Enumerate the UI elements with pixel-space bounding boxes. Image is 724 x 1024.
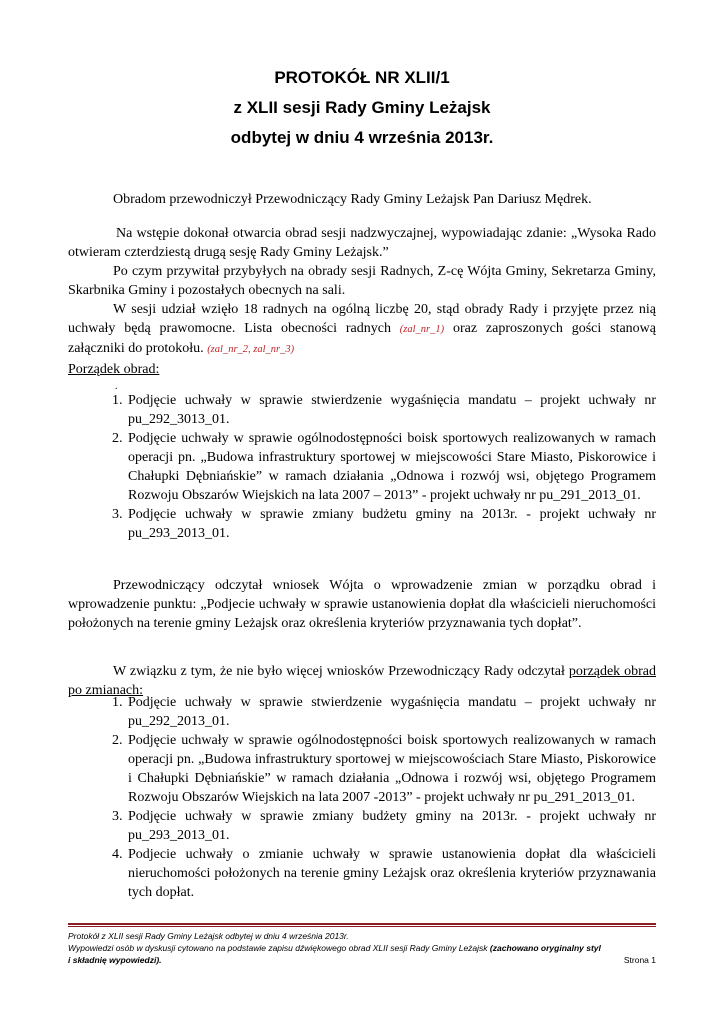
footer-note-bold-2: i składnię wypowiedzi).: [68, 955, 162, 965]
list-item: [68, 505, 656, 543]
session-title: z XLII sesji Rady Gminy Leżajsk: [233, 98, 491, 117]
agenda-heading-wrap: [68, 360, 656, 379]
intro-paragraph-1: Obradom przewodniczył Przewodniczący Rady Gminy Leżajsk Pan Dariusz Mędrek.: [113, 192, 592, 207]
footer-line-1: Protokół z XLII sesji Rady Gminy Leżajsk odbytej w dniu 4 września 2013r.: [68, 931, 349, 941]
intro-paragraph-2: Na wstępie dokonał otwarcia obrad sesji nadzwyczajnej, wypowiadając zdanie: „Wysoka Rado otwieram czterdziestą drugą sesję Rady Gminy Leżajsk.”: [68, 226, 656, 260]
footer-rule: [68, 923, 656, 925]
list-item-number: 3.: [112, 507, 123, 522]
revised-agenda-text: W związku z tym, że nie było więcej wniosków Przewodniczący Rady odczytał: [113, 664, 569, 679]
list-item-text: Podjęcie uchwały w sprawie ogólnodostępności boisk sportowych realizowanych w ramach operacji pn. „Budowa infrastruktury sportowej w miejscowościach Stare Miasto, Piskorowice i Chałupki Dębniańskie” w ramach działania „Odnowa i rozwój wsi, objętego Programem Rozwoju Obszarów Wiejskich na lata 2007 -2013” - projekt uchwały nr pu_291_2013_01.: [128, 733, 656, 805]
list-item-text: Podjęcie uchwały w sprawie ogólnodostępności boisk sportowych realizowanych w ramach operacji pn. „Budowa infrastruktury sportowej w miejscowości Stare Miasto, Piskorowice i Chałupki Dębniańskie” w ramach działania „Odnowa i rozwój wsi, objętego Programem Rozwoju Obszarów Wiejskich na lata 2007 – 2013” - projekt uchwały nr pu_291_2013_01.: [128, 431, 656, 503]
list-item: [68, 731, 656, 807]
list-item: [68, 807, 656, 845]
intro-section: [68, 190, 656, 209]
footer-line-2: [68, 942, 656, 954]
protocol-title: PROTOKÓŁ NR XLII/1: [274, 68, 450, 87]
attachment-ref-1: (zal_nr_1): [399, 324, 445, 335]
list-item: [68, 391, 656, 429]
intro-paragraph-4: [68, 300, 656, 359]
list-item-number: 2.: [112, 733, 123, 748]
intro-section-2: [68, 224, 656, 359]
stray-dot: .: [115, 381, 118, 392]
footer-note-bold: (zachowano oryginalny styl: [489, 943, 601, 953]
list-item: [68, 429, 656, 505]
attachment-ref-2: (zal_nr_2, zal_nr_3): [207, 344, 295, 355]
agenda2-list-wrap: [68, 693, 656, 902]
list-item-text: Podjęcie uchwały w sprawie zmiany budżetu gminy na 2013r. - projekt uchwały nr pu_293_2013_01.: [128, 507, 656, 541]
list-item-number: 4.: [112, 847, 123, 862]
footer-rule-thin: [68, 926, 656, 927]
attendance-text-2: oraz zaproszonych gości stanową załączniki do protokołu.: [68, 321, 656, 356]
list-item-number: 1.: [112, 393, 123, 408]
list-item-text: Podjęcie uchwały w sprawie stwierdzenie wygaśnięcia mandatu – projekt uchwały nr pu_292_3013_01.: [128, 393, 656, 427]
list-item-number: 2.: [112, 431, 123, 446]
list-item: [68, 693, 656, 731]
attendance-text: W sesji udział wzięło 18 radnych na ogólną liczbę 20, stąd obrady Rady i przyjęte przez nią uchwały będą prawomocne. Lista obecności radnych: [68, 302, 656, 336]
session-date: odbytej w dniu 4 września 2013r.: [230, 128, 494, 147]
agenda-list: [68, 391, 656, 543]
footer-note: Wypowiedzi osób w dyskusji cytowano na podstawie zapisu dźwiękowego obrad XLII sesji Rady Gminy Leżajsk: [68, 943, 490, 953]
intro-paragraph-3: Po czym przywitał przybyłych na obrady sesji Radnych, Z-cę Wójta Gminy, Sekretarza Gminy, Skarbnika Gminy i pozostałych obecnych na sali.: [68, 264, 656, 298]
list-item-number: 1.: [112, 695, 123, 710]
list-item-text: Podjęcie uchwały w sprawie zmiany budżety gminy na 2013r. - projekt uchwały nr pu_293_2013_01.: [128, 809, 656, 843]
list-item-text: Podjęcie uchwały w sprawie stwierdzenie wygaśnięcia mandatu – projekt uchwały nr pu_292_2013_01.: [128, 695, 656, 729]
page-number: Strona 1: [623, 955, 656, 965]
list-item-number: 3.: [112, 809, 123, 824]
revised-agenda-list: [68, 693, 656, 902]
list-item-text: Podjecie uchwały o zmianie uchwały w sprawie ustanowienia dopłat dla właścicieli nieruchomości położonych na terenie gminy Leżajsk oraz określenia kryteriów przyznawania tych dopłat.: [128, 847, 656, 900]
revised-agenda-underlined: porządek obrad po zmianach:: [68, 664, 657, 698]
agenda-heading: Porządek obrad:: [68, 362, 160, 377]
agenda-list-wrap: [68, 391, 656, 543]
footer-line-3: [68, 954, 656, 966]
motion-section: [68, 576, 656, 633]
motion-paragraph: Przewodniczący odczytał wniosek Wójta o wprowadzenie zmian w porządku obrad i wprowadzenie punktu: „Podjecie uchwały w sprawie ustanowienia dopłat dla właścicieli nieruchomości położonych na terenie gminy Leżajsk oraz określenia kryteriów przyznawania tych dopłat”.: [68, 578, 656, 631]
list-item: [68, 845, 656, 902]
